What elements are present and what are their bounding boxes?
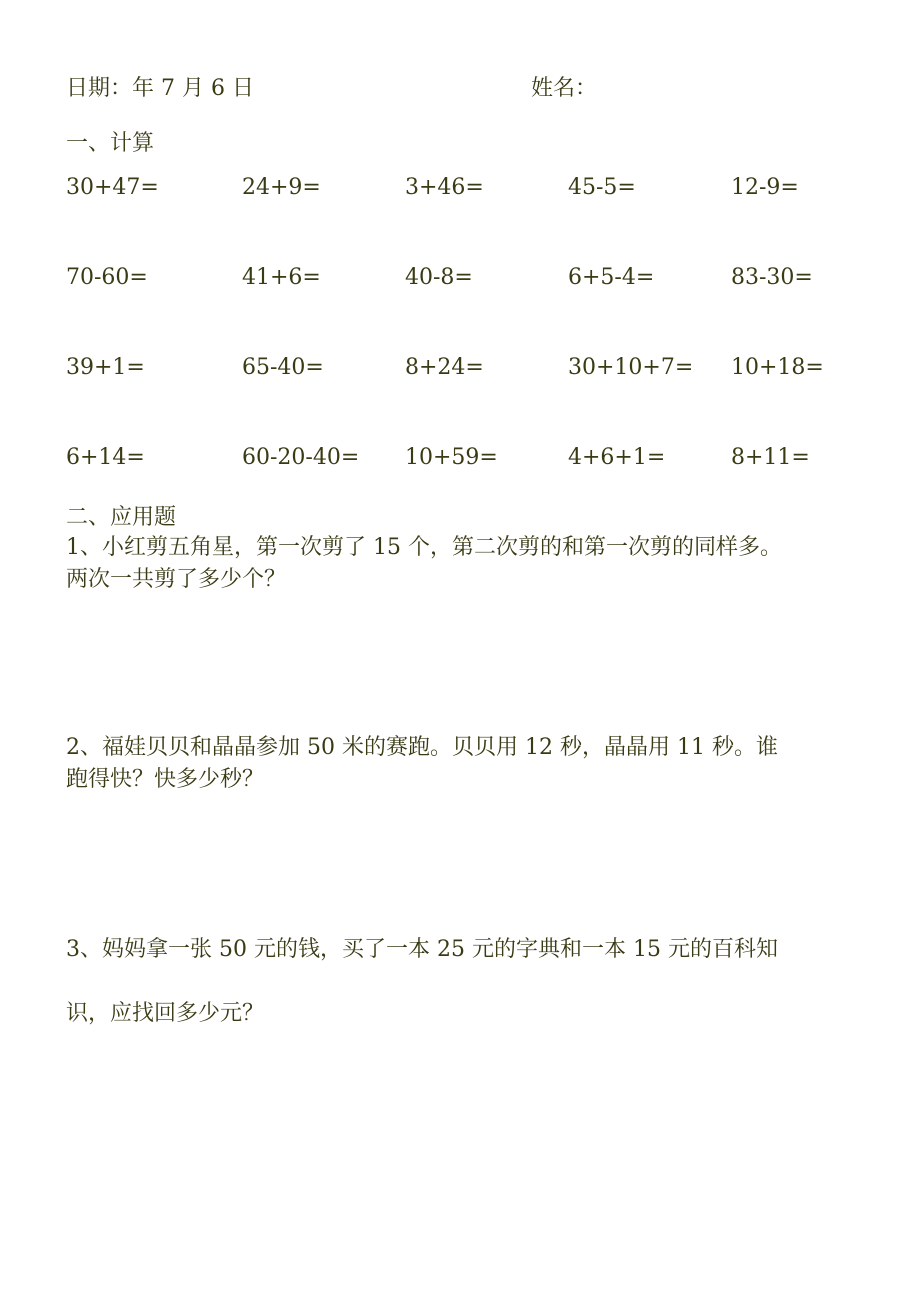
calc-item: 4+6+1= [568, 445, 666, 470]
calc-item: 10+59= [405, 445, 498, 470]
calc-row [66, 352, 886, 384]
calc-item: 12-9= [731, 175, 799, 200]
problem-line: 识，应找回多少元？ [66, 1001, 265, 1026]
calc-item: 6+5-4= [568, 265, 655, 290]
name-label: 姓名： [531, 76, 598, 101]
calc-item: 65-40= [242, 355, 324, 380]
calc-item: 3+46= [405, 175, 484, 200]
calc-item: 60-20-40= [242, 445, 360, 470]
calc-item: 10+18= [731, 355, 824, 380]
calc-item: 70-60= [66, 265, 148, 290]
word-problem [66, 918, 866, 1046]
calc-item: 8+24= [405, 355, 484, 380]
calc-item: 45-5= [568, 175, 636, 200]
problem-line: 两次一共剪了多少个？ [66, 567, 287, 592]
word-problem [66, 732, 866, 796]
calc-item: 8+11= [731, 445, 810, 470]
word-problem [66, 532, 866, 596]
calc-item: 30+10+7= [568, 355, 694, 380]
problem-line: 跑得快？快多少秒？ [66, 767, 265, 792]
calc-item: 41+6= [242, 265, 321, 290]
calc-item: 40-8= [405, 265, 473, 290]
problem-line: 1、小红剪五角星，第一次剪了 15 个，第二次剪的和第一次剪的同样多。 [66, 535, 782, 560]
calc-row [66, 442, 886, 474]
calc-item: 30+47= [66, 175, 159, 200]
problem-line: 3、妈妈拿一张 50 元的钱，买了一本 25 元的字典和一本 15 元的百科知 [66, 937, 778, 962]
calc-row [66, 172, 886, 204]
calc-row [66, 262, 886, 294]
problem-line: 2、福娃贝贝和晶晶参加 50 米的赛跑。贝贝用 12 秒，晶晶用 11 秒。谁 [66, 735, 778, 760]
calc-item: 83-30= [731, 265, 813, 290]
calc-item: 6+14= [66, 445, 145, 470]
section-word-problems-title: 二、应用题 [66, 505, 177, 530]
date-label: 日期：年 7 月 6 日 [66, 76, 254, 101]
section-calculation-title: 一、计算 [66, 131, 155, 156]
calc-item: 39+1= [66, 355, 145, 380]
calc-item: 24+9= [242, 175, 321, 200]
